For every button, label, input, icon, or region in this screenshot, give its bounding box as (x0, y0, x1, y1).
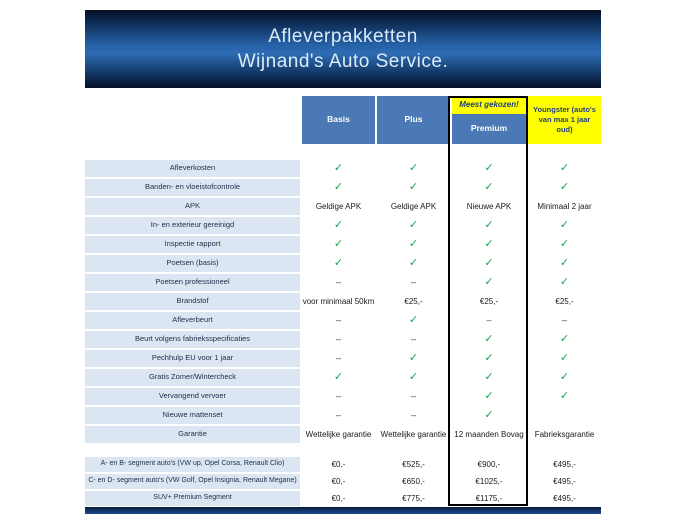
row-label: Banden- en vloeistofcontrole (85, 179, 300, 196)
row-label: C- en D- segment auto's (VW Golf, Opel Insignia, Renault Megane) (85, 474, 300, 489)
cell-plus: ✓ (377, 350, 450, 367)
cell-plus: ✓ (377, 217, 450, 234)
banner-title-line1: Afleverpakketten (268, 26, 418, 47)
cell-premium: 12 maanden Bovag (452, 426, 526, 443)
table-row (85, 369, 601, 386)
cell-basis: – (302, 388, 375, 405)
cell-premium: ✓ (452, 217, 526, 234)
row-label: Brandstof (85, 293, 300, 310)
row-label: Poetsen (basis) (85, 255, 300, 272)
header-youngster: Youngster (auto's van max 1 jaar oud) (528, 96, 601, 144)
row-label: Beurt volgens fabrieksspecificaties (85, 331, 300, 348)
cell-premium: ✓ (452, 160, 526, 177)
cell-premium: ✓ (452, 369, 526, 386)
cell-youngster: ✓ (528, 255, 601, 272)
banner-title-line2: Wijnand's Auto Service. (237, 51, 449, 72)
cell-premium: ✓ (452, 388, 526, 405)
table-row (85, 217, 601, 234)
cell-basis: – (302, 350, 375, 367)
table-row (85, 293, 601, 310)
row-label: Nieuwe mattenset (85, 407, 300, 424)
cell-youngster: – (528, 312, 601, 329)
row-label: Poetsen professioneel (85, 274, 300, 291)
cell-youngster: €25,- (528, 293, 601, 310)
cell-premium: Nieuwe APK (452, 198, 526, 215)
table-row (85, 388, 601, 405)
table-header-row (85, 96, 601, 144)
cell-youngster: ✓ (528, 331, 601, 348)
bottom-banner-strip (85, 507, 601, 514)
cell-plus: ✓ (377, 179, 450, 196)
cell-plus: Wettelijke garantie (377, 426, 450, 443)
header-basis: Basis (302, 96, 375, 144)
cell-plus: – (377, 407, 450, 424)
header-premium (452, 96, 526, 144)
table-row (85, 198, 601, 215)
section-gap (85, 445, 601, 455)
header-spacer (85, 146, 601, 158)
row-label: A- en B- segment auto's (VW up, Opel Corsa, Renault Clio) (85, 457, 300, 472)
cell-plus: ✓ (377, 236, 450, 253)
cell-youngster (528, 407, 601, 424)
cell-youngster: Minimaal 2 jaar (528, 198, 601, 215)
cell-basis: €0,- (302, 474, 375, 489)
cell-basis: Wettelijke garantie (302, 426, 375, 443)
cell-basis: – (302, 407, 375, 424)
cell-youngster: Fabrieksgarantie (528, 426, 601, 443)
table-row (85, 331, 601, 348)
header-empty-cell (85, 96, 300, 144)
cell-premium: ✓ (452, 407, 526, 424)
price-row (85, 474, 601, 489)
row-label: Garantie (85, 426, 300, 443)
cell-premium: €25,- (452, 293, 526, 310)
cell-basis: €0,- (302, 491, 375, 506)
table-row (85, 312, 601, 329)
table-row (85, 236, 601, 253)
cell-plus: €525,- (377, 457, 450, 472)
row-label: Gratis Zomer/Wintercheck (85, 369, 300, 386)
table-row (85, 274, 601, 291)
row-label: SUV+ Premium Segment (85, 491, 300, 506)
cell-premium: ✓ (452, 236, 526, 253)
cell-basis: ✓ (302, 236, 375, 253)
row-label: Inspectie rapport (85, 236, 300, 253)
row-label: APK (85, 198, 300, 215)
cell-plus: ✓ (377, 255, 450, 272)
cell-premium: ✓ (452, 274, 526, 291)
cell-plus: – (377, 388, 450, 405)
cell-basis: ✓ (302, 179, 375, 196)
row-label: Afleverkosten (85, 160, 300, 177)
cell-plus: ✓ (377, 160, 450, 177)
cell-plus: €775,- (377, 491, 450, 506)
cell-youngster: €495,- (528, 474, 601, 489)
cell-premium: €1025,- (452, 474, 526, 489)
cell-premium: – (452, 312, 526, 329)
cell-plus: €25,- (377, 293, 450, 310)
cell-basis: ✓ (302, 160, 375, 177)
cell-youngster: ✓ (528, 388, 601, 405)
header-premium-label: Premium (470, 123, 508, 134)
cell-youngster: ✓ (528, 274, 601, 291)
cell-youngster: €495,- (528, 457, 601, 472)
header-plus: Plus (377, 96, 450, 144)
cell-basis: – (302, 312, 375, 329)
table-row (85, 160, 601, 177)
cell-premium: €900,- (452, 457, 526, 472)
cell-basis: voor minimaal 50km (302, 293, 375, 310)
cell-youngster: ✓ (528, 369, 601, 386)
row-label: Pechhulp EU voor 1 jaar (85, 350, 300, 367)
cell-basis: – (302, 274, 375, 291)
row-label: Vervangend vervoer (85, 388, 300, 405)
table-row (85, 179, 601, 196)
cell-youngster: ✓ (528, 160, 601, 177)
table-row (85, 350, 601, 367)
cell-youngster: ✓ (528, 217, 601, 234)
price-row (85, 491, 601, 506)
cell-basis: €0,- (302, 457, 375, 472)
row-label: Afleverbeurt (85, 312, 300, 329)
cell-premium: ✓ (452, 331, 526, 348)
cell-plus: ✓ (377, 312, 450, 329)
table-row (85, 426, 601, 443)
package-comparison-table (85, 96, 601, 506)
cell-basis: ✓ (302, 255, 375, 272)
cell-youngster: ✓ (528, 179, 601, 196)
table-row (85, 407, 601, 424)
cell-youngster: ✓ (528, 236, 601, 253)
table-row (85, 255, 601, 272)
title-banner (85, 10, 601, 88)
cell-premium: €1175,- (452, 491, 526, 506)
cell-basis: ✓ (302, 217, 375, 234)
cell-premium: ✓ (452, 255, 526, 272)
content-area (85, 10, 601, 506)
cell-youngster: ✓ (528, 350, 601, 367)
cell-basis: ✓ (302, 369, 375, 386)
most-chosen-badge: Meest gekozen! (452, 96, 526, 114)
cell-plus: – (377, 274, 450, 291)
cell-basis: Geldige APK (302, 198, 375, 215)
row-label: In- en exterieur gereinigd (85, 217, 300, 234)
cell-premium: ✓ (452, 350, 526, 367)
price-row (85, 457, 601, 472)
cell-plus: Geldige APK (377, 198, 450, 215)
cell-premium: ✓ (452, 179, 526, 196)
cell-plus: ✓ (377, 369, 450, 386)
cell-basis: – (302, 331, 375, 348)
cell-youngster: €495,- (528, 491, 601, 506)
cell-plus: €650,- (377, 474, 450, 489)
cell-plus: – (377, 331, 450, 348)
